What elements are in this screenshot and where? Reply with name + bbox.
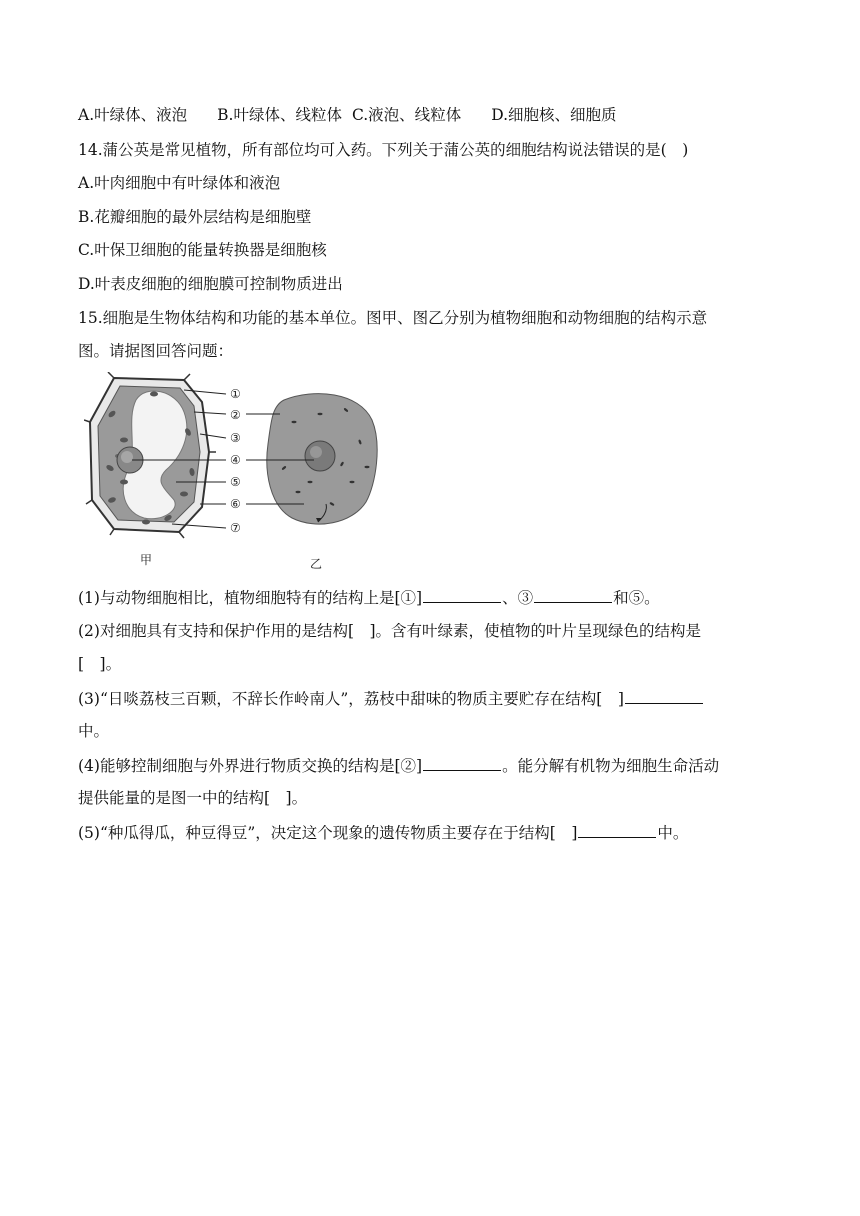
q15-part5 bbox=[78, 822, 688, 843]
q15-part1-post: 和⑤。 bbox=[613, 589, 660, 607]
fig-label-3: ③ bbox=[230, 431, 241, 445]
q15-part1-mid: 、③ bbox=[502, 589, 534, 607]
q13-options-line bbox=[78, 105, 617, 125]
cell-structure-figure bbox=[84, 372, 394, 572]
animal-cell bbox=[267, 394, 377, 524]
q15-part1-pre: (1)与动物细胞相比，植物细胞特有的结构上是[①] bbox=[78, 589, 423, 607]
q14-option-d: D.叶表皮细胞的细胞膜可控制物质进出 bbox=[78, 275, 343, 293]
q15-part3-pre: (3)“日啖荔枝三百颗，不辞长作岭南人”，荔枝中甜味的物质主要贮存在结构[ ] bbox=[78, 690, 624, 708]
q13-option-a: A.叶绿体、液泡 bbox=[78, 106, 188, 124]
q15-part4-pre: (4)能够控制细胞与外界进行物质交换的结构是[②] bbox=[78, 757, 423, 775]
fig-label-7: ⑦ bbox=[230, 521, 241, 535]
plant-cell bbox=[84, 372, 216, 538]
fig-caption-jia: 甲 bbox=[140, 553, 153, 567]
answer-blank-5[interactable] bbox=[578, 822, 656, 838]
q15-part4-line2: 提供能量的是图一中的结构[ ]。 bbox=[78, 789, 308, 807]
q14-option-c: C.叶保卫细胞的能量转换器是细胞核 bbox=[78, 241, 327, 259]
fig-label-1: ① bbox=[230, 387, 241, 401]
q14-stem: 14.蒲公英是常见植物，所有部位均可入药。下列关于蒲公英的细胞结构说法错误的是( ) bbox=[78, 141, 689, 159]
q15-part3-line2: 中。 bbox=[78, 722, 110, 740]
q15-part2-line1: (2)对细胞具有支持和保护作用的是结构[ ]。含有叶绿素，使植物的叶片呈现绿色的结构是 bbox=[78, 622, 702, 640]
q15-stem-line1: 15.细胞是生物体结构和功能的基本单位。图甲、图乙分别为植物细胞和动物细胞的结构示意 bbox=[78, 309, 708, 327]
answer-blank-1a[interactable] bbox=[423, 587, 501, 603]
fig-label-6: ⑥ bbox=[230, 497, 241, 511]
answer-blank-4[interactable] bbox=[423, 755, 501, 771]
answer-blank-1b[interactable] bbox=[534, 587, 612, 603]
cell-diagram-svg bbox=[84, 372, 394, 572]
q13-option-b: B.叶绿体、线粒体 bbox=[217, 106, 342, 124]
q15-part4-post: 。能分解有机物为细胞生命活动 bbox=[502, 757, 720, 775]
q15-part1 bbox=[78, 587, 660, 608]
q13-option-d: D.细胞核、细胞质 bbox=[491, 106, 617, 124]
q15-part2-line2: [ ]。 bbox=[78, 655, 122, 673]
q14-option-a: A.叶肉细胞中有叶绿体和液泡 bbox=[78, 174, 281, 192]
q15-part4 bbox=[78, 755, 719, 776]
fig-label-2: ② bbox=[230, 408, 241, 422]
q14-option-b: B.花瓣细胞的最外层结构是细胞壁 bbox=[78, 208, 312, 226]
answer-blank-3[interactable] bbox=[625, 688, 703, 704]
fig-label-5: ⑤ bbox=[230, 475, 241, 489]
q15-stem-line2: 图。请据图回答问题： bbox=[78, 342, 234, 360]
q15-part5-post: 中。 bbox=[657, 824, 689, 842]
fig-caption-yi: 乙 bbox=[310, 557, 323, 571]
fig-label-4: ④ bbox=[230, 453, 241, 467]
q15-part3 bbox=[78, 688, 704, 709]
q15-part5-pre: (5)“种瓜得瓜，种豆得豆”，决定这个现象的遗传物质主要存在于结构[ ] bbox=[78, 824, 578, 842]
q13-option-c: C.液泡、线粒体 bbox=[351, 106, 462, 124]
